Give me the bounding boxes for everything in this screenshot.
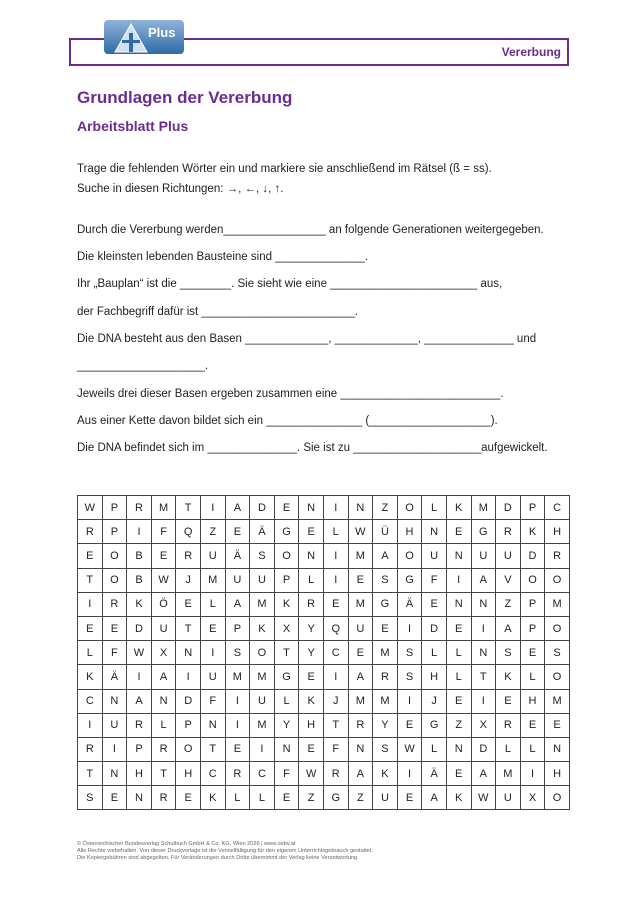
grid-cell[interactable]: Y bbox=[373, 713, 398, 737]
grid-cell[interactable]: R bbox=[127, 713, 152, 737]
logo-text: Plus bbox=[148, 25, 176, 40]
grid-cell[interactable]: N bbox=[446, 544, 471, 568]
grid-cell[interactable]: N bbox=[151, 689, 176, 713]
grid-cell[interactable]: I bbox=[471, 689, 496, 713]
grid-cell[interactable]: Z bbox=[348, 786, 373, 810]
grid-cell[interactable]: E bbox=[496, 689, 521, 713]
grid-cell[interactable]: J bbox=[422, 689, 447, 713]
grid-cell[interactable]: N bbox=[127, 786, 152, 810]
grid-cell[interactable]: M bbox=[496, 762, 521, 786]
grid-cell[interactable]: R bbox=[323, 762, 348, 786]
cloze-sentence: Die DNA besteht aus den Basen _____________, _____________, ______________ und bbox=[77, 333, 537, 345]
grid-cell[interactable]: R bbox=[348, 713, 373, 737]
grid-cell[interactable]: L bbox=[250, 786, 275, 810]
grid-cell[interactable]: S bbox=[373, 737, 398, 761]
cloze-sentence: Ihr „Bauplan“ ist die ________. Sie sieht wie eine _______________________ aus, bbox=[77, 278, 503, 290]
grid-cell[interactable]: H bbox=[545, 762, 570, 786]
grid-cell[interactable]: Ä bbox=[102, 665, 127, 689]
grid-cell[interactable]: U bbox=[250, 689, 275, 713]
cloze-sentence: Durch die Vererbung werden________________ an folgende Generationen weitergegeben. bbox=[77, 224, 544, 236]
grid-cell[interactable]: E bbox=[348, 641, 373, 665]
grid-cell[interactable]: O bbox=[102, 568, 127, 592]
cloze-sentence: der Fachbegriff dafür ist ________________________. bbox=[77, 306, 359, 318]
grid-cell[interactable]: L bbox=[323, 520, 348, 544]
grid-cell[interactable]: I bbox=[127, 520, 152, 544]
grid-cell[interactable]: I bbox=[471, 616, 496, 640]
grid-cell[interactable]: O bbox=[274, 544, 299, 568]
grid-cell[interactable]: H bbox=[545, 520, 570, 544]
grid-cell[interactable]: G bbox=[274, 665, 299, 689]
grid-cell[interactable]: H bbox=[520, 689, 545, 713]
grid-cell[interactable]: D bbox=[127, 616, 152, 640]
grid-cell[interactable]: K bbox=[446, 786, 471, 810]
grid-cell[interactable]: X bbox=[151, 641, 176, 665]
grid-cell[interactable]: Ü bbox=[373, 520, 398, 544]
grid-cell[interactable]: W bbox=[299, 762, 324, 786]
grid-cell[interactable]: X bbox=[471, 713, 496, 737]
grid-cell[interactable]: A bbox=[151, 665, 176, 689]
grid-cell[interactable]: M bbox=[151, 496, 176, 520]
grid-row bbox=[78, 665, 570, 689]
grid-cell[interactable]: T bbox=[176, 496, 201, 520]
grid-cell[interactable]: N bbox=[348, 496, 373, 520]
grid-cell[interactable]: O bbox=[176, 737, 201, 761]
grid-cell[interactable]: N bbox=[102, 762, 127, 786]
grid-cell[interactable]: W bbox=[348, 520, 373, 544]
grid-cell[interactable]: P bbox=[102, 520, 127, 544]
grid-cell[interactable]: E bbox=[176, 592, 201, 616]
grid-cell[interactable]: I bbox=[78, 713, 103, 737]
grid-cell[interactable]: O bbox=[545, 568, 570, 592]
grid-cell[interactable]: I bbox=[176, 665, 201, 689]
grid-cell[interactable]: R bbox=[496, 713, 521, 737]
grid-cell[interactable]: N bbox=[422, 520, 447, 544]
grid-cell[interactable]: N bbox=[176, 641, 201, 665]
grid-cell[interactable]: I bbox=[323, 496, 348, 520]
grid-cell[interactable]: T bbox=[151, 762, 176, 786]
footer-disclaimer: Die Kopiergebühren sind abgegolten. Für Veränderungen durch Dritte übernimmt der Verlag keine Verantwortung. bbox=[77, 855, 359, 861]
grid-cell[interactable]: A bbox=[127, 689, 152, 713]
grid-cell[interactable]: I bbox=[225, 689, 250, 713]
grid-cell[interactable]: T bbox=[176, 616, 201, 640]
grid-cell[interactable]: Z bbox=[496, 592, 521, 616]
grid-cell[interactable]: E bbox=[446, 762, 471, 786]
grid-cell[interactable]: I bbox=[78, 592, 103, 616]
grid-cell[interactable]: G bbox=[471, 520, 496, 544]
grid-cell[interactable]: R bbox=[151, 786, 176, 810]
grid-cell[interactable]: D bbox=[422, 616, 447, 640]
grid-cell[interactable]: U bbox=[373, 786, 398, 810]
grid-cell[interactable]: W bbox=[151, 568, 176, 592]
grid-cell[interactable]: S bbox=[397, 665, 422, 689]
grid-cell[interactable]: F bbox=[200, 689, 225, 713]
cloze-sentence: Die DNA befindet sich im ______________. Sie ist zu ____________________aufgewickelt. bbox=[77, 442, 548, 454]
page-title: Grundlagen der Vererbung bbox=[77, 88, 293, 107]
grid-cell[interactable]: L bbox=[446, 665, 471, 689]
grid-cell[interactable]: T bbox=[78, 568, 103, 592]
cloze-sentence: Die kleinsten lebenden Bausteine sind ______________. bbox=[77, 251, 368, 263]
grid-cell[interactable]: E bbox=[102, 786, 127, 810]
grid-cell[interactable]: R bbox=[151, 737, 176, 761]
grid-cell[interactable]: N bbox=[545, 737, 570, 761]
grid-cell[interactable]: V bbox=[496, 568, 521, 592]
grid-cell[interactable]: I bbox=[102, 737, 127, 761]
grid-cell[interactable]: G bbox=[422, 713, 447, 737]
grid-cell[interactable]: D bbox=[496, 496, 521, 520]
grid-cell[interactable]: E bbox=[78, 544, 103, 568]
grid-cell[interactable]: I bbox=[323, 665, 348, 689]
grid-cell[interactable]: K bbox=[299, 689, 324, 713]
grid-cell[interactable]: X bbox=[274, 616, 299, 640]
grid-cell[interactable]: W bbox=[397, 737, 422, 761]
grid-cell[interactable]: N bbox=[102, 689, 127, 713]
grid-cell[interactable]: L bbox=[299, 568, 324, 592]
grid-cell[interactable]: E bbox=[299, 737, 324, 761]
grid-cell[interactable]: L bbox=[422, 737, 447, 761]
grid-cell[interactable]: M bbox=[250, 713, 275, 737]
grid-cell[interactable]: Z bbox=[299, 786, 324, 810]
grid-cell[interactable]: U bbox=[151, 616, 176, 640]
grid-cell[interactable]: E bbox=[225, 520, 250, 544]
grid-row bbox=[78, 737, 570, 761]
grid-cell[interactable]: R bbox=[78, 737, 103, 761]
grid-cell[interactable]: Y bbox=[299, 641, 324, 665]
grid-cell[interactable]: Ä bbox=[250, 520, 275, 544]
grid-cell[interactable]: H bbox=[397, 520, 422, 544]
grid-cell[interactable]: H bbox=[299, 713, 324, 737]
grid-cell[interactable]: P bbox=[176, 713, 201, 737]
grid-cell[interactable]: H bbox=[176, 762, 201, 786]
grid-cell[interactable]: N bbox=[274, 737, 299, 761]
grid-cell[interactable]: I bbox=[127, 665, 152, 689]
grid-cell[interactable]: O bbox=[250, 641, 275, 665]
grid-row bbox=[78, 641, 570, 665]
grid-cell[interactable]: A bbox=[225, 592, 250, 616]
grid-cell[interactable]: E bbox=[373, 616, 398, 640]
grid-row bbox=[78, 786, 570, 810]
grid-cell[interactable]: I bbox=[200, 641, 225, 665]
grid-cell[interactable]: E bbox=[274, 786, 299, 810]
grid-cell[interactable]: F bbox=[422, 568, 447, 592]
grid-cell[interactable]: A bbox=[471, 762, 496, 786]
grid-cell[interactable]: C bbox=[200, 762, 225, 786]
grid-cell[interactable]: O bbox=[545, 786, 570, 810]
grid-cell[interactable]: Q bbox=[323, 616, 348, 640]
grid-cell[interactable]: U bbox=[471, 544, 496, 568]
grid-cell[interactable]: L bbox=[446, 641, 471, 665]
grid-cell[interactable]: E bbox=[520, 713, 545, 737]
grid-cell[interactable]: J bbox=[176, 568, 201, 592]
grid-cell[interactable]: P bbox=[225, 616, 250, 640]
grid-cell[interactable]: O bbox=[397, 544, 422, 568]
triangle-logo-icon bbox=[114, 23, 148, 53]
grid-cell[interactable]: G bbox=[274, 520, 299, 544]
grid-cell[interactable]: O bbox=[520, 568, 545, 592]
grid-cell[interactable]: L bbox=[78, 641, 103, 665]
grid-cell[interactable]: K bbox=[274, 592, 299, 616]
grid-row bbox=[78, 568, 570, 592]
grid-cell[interactable]: N bbox=[200, 713, 225, 737]
grid-cell[interactable]: Ä bbox=[397, 592, 422, 616]
grid-cell[interactable]: L bbox=[496, 737, 521, 761]
grid-cell[interactable]: K bbox=[520, 520, 545, 544]
grid-cell[interactable]: K bbox=[250, 616, 275, 640]
grid-cell[interactable]: L bbox=[151, 713, 176, 737]
grid-cell[interactable]: H bbox=[127, 762, 152, 786]
grid-cell[interactable]: I bbox=[323, 568, 348, 592]
grid-cell[interactable]: R bbox=[299, 592, 324, 616]
grid-cell[interactable]: E bbox=[323, 592, 348, 616]
instruction-line: Suche in diesen Richtungen: →, ←, ↓, ↑. bbox=[77, 183, 284, 195]
grid-cell[interactable]: M bbox=[225, 665, 250, 689]
grid-cell[interactable]: M bbox=[250, 592, 275, 616]
grid-cell[interactable]: I bbox=[397, 616, 422, 640]
grid-cell[interactable]: T bbox=[471, 665, 496, 689]
grid-cell[interactable]: W bbox=[127, 641, 152, 665]
grid-cell[interactable]: R bbox=[225, 762, 250, 786]
grid-cell[interactable]: S bbox=[250, 544, 275, 568]
grid-cell[interactable]: C bbox=[78, 689, 103, 713]
grid-cell[interactable]: A bbox=[422, 786, 447, 810]
grid-cell[interactable]: E bbox=[225, 737, 250, 761]
grid-cell[interactable]: A bbox=[373, 544, 398, 568]
grid-cell[interactable]: K bbox=[373, 762, 398, 786]
grid-cell[interactable]: E bbox=[176, 786, 201, 810]
grid-cell[interactable]: M bbox=[545, 689, 570, 713]
grid-cell[interactable]: E bbox=[200, 616, 225, 640]
grid-cell[interactable]: S bbox=[496, 641, 521, 665]
grid-cell[interactable]: O bbox=[545, 616, 570, 640]
grid-cell[interactable]: U bbox=[225, 568, 250, 592]
grid-cell[interactable]: E bbox=[299, 665, 324, 689]
grid-cell[interactable]: W bbox=[471, 786, 496, 810]
grid-row bbox=[78, 520, 570, 544]
footer-copyright: © Österreichischer Bundesverlag Schulbuch GmbH & Co. KG, Wien 2026 | www.oebv.at bbox=[77, 841, 296, 847]
grid-cell[interactable]: T bbox=[78, 762, 103, 786]
grid-cell[interactable]: N bbox=[446, 737, 471, 761]
grid-cell[interactable]: O bbox=[102, 544, 127, 568]
grid-row bbox=[78, 592, 570, 616]
grid-cell[interactable]: N bbox=[471, 592, 496, 616]
grid-cell[interactable]: E bbox=[397, 786, 422, 810]
grid-cell[interactable]: Z bbox=[373, 496, 398, 520]
grid-cell[interactable]: A bbox=[496, 616, 521, 640]
grid-cell[interactable]: P bbox=[520, 616, 545, 640]
grid-cell[interactable]: S bbox=[397, 641, 422, 665]
grid-cell[interactable]: M bbox=[200, 568, 225, 592]
grid-cell[interactable]: L bbox=[520, 665, 545, 689]
grid-cell[interactable]: M bbox=[348, 689, 373, 713]
grid-cell[interactable]: A bbox=[471, 568, 496, 592]
grid-cell[interactable]: U bbox=[200, 544, 225, 568]
grid-cell[interactable]: E bbox=[545, 713, 570, 737]
grid-cell[interactable]: B bbox=[127, 544, 152, 568]
grid-row bbox=[78, 496, 570, 520]
grid-row bbox=[78, 689, 570, 713]
cloze-sentence: Jeweils drei dieser Basen ergeben zusammen eine _________________________. bbox=[77, 388, 504, 400]
grid-cell[interactable]: I bbox=[446, 568, 471, 592]
grid-cell[interactable]: U bbox=[496, 544, 521, 568]
grid-cell[interactable]: E bbox=[102, 616, 127, 640]
grid-cell[interactable]: Z bbox=[446, 713, 471, 737]
grid-cell[interactable]: E bbox=[274, 496, 299, 520]
grid-cell[interactable]: T bbox=[323, 713, 348, 737]
grid-cell[interactable]: Q bbox=[176, 520, 201, 544]
grid-cell[interactable]: Ö bbox=[151, 592, 176, 616]
grid-cell[interactable]: M bbox=[348, 544, 373, 568]
cloze-sentence: Aus einer Kette davon bildet sich ein _______________ (___________________). bbox=[77, 415, 498, 427]
grid-cell[interactable]: T bbox=[274, 641, 299, 665]
grid-cell[interactable]: R bbox=[102, 592, 127, 616]
grid-cell[interactable]: G bbox=[397, 568, 422, 592]
grid-cell[interactable]: U bbox=[250, 568, 275, 592]
grid-cell[interactable]: R bbox=[373, 665, 398, 689]
grid-cell[interactable]: N bbox=[348, 737, 373, 761]
grid-cell[interactable]: Y bbox=[299, 616, 324, 640]
grid-cell[interactable]: Z bbox=[200, 520, 225, 544]
grid-cell[interactable]: H bbox=[422, 665, 447, 689]
grid-cell[interactable]: L bbox=[422, 496, 447, 520]
grid-cell[interactable]: M bbox=[471, 496, 496, 520]
grid-cell[interactable]: K bbox=[127, 592, 152, 616]
grid-cell[interactable]: I bbox=[250, 737, 275, 761]
grid-cell[interactable]: A bbox=[225, 496, 250, 520]
grid-cell[interactable]: E bbox=[348, 568, 373, 592]
header-topic: Vererbung bbox=[501, 45, 561, 59]
grid-cell[interactable]: C bbox=[323, 641, 348, 665]
grid-cell[interactable]: L bbox=[422, 641, 447, 665]
grid-cell[interactable]: O bbox=[397, 496, 422, 520]
grid-cell[interactable]: M bbox=[373, 689, 398, 713]
grid-cell[interactable]: C bbox=[250, 762, 275, 786]
grid-cell[interactable]: I bbox=[323, 544, 348, 568]
grid-cell[interactable]: F bbox=[323, 737, 348, 761]
grid-row bbox=[78, 616, 570, 640]
grid-cell[interactable]: D bbox=[250, 496, 275, 520]
grid-cell[interactable]: M bbox=[373, 641, 398, 665]
grid-row bbox=[78, 713, 570, 737]
grid-cell[interactable]: E bbox=[78, 616, 103, 640]
grid-cell[interactable]: G bbox=[373, 592, 398, 616]
grid-cell[interactable]: E bbox=[299, 520, 324, 544]
grid-cell[interactable]: M bbox=[348, 592, 373, 616]
grid-cell[interactable]: S bbox=[545, 641, 570, 665]
grid-cell[interactable]: X bbox=[520, 786, 545, 810]
page-subtitle: Arbeitsblatt Plus bbox=[77, 118, 189, 134]
instruction-line: Trage die fehlenden Wörter ein und markiere sie anschließend im Rätsel (ß = ss). bbox=[77, 163, 492, 175]
grid-cell[interactable]: K bbox=[496, 665, 521, 689]
grid-cell[interactable]: P bbox=[127, 737, 152, 761]
grid-cell[interactable]: L bbox=[200, 592, 225, 616]
grid-cell[interactable]: F bbox=[274, 762, 299, 786]
grid-cell[interactable]: U bbox=[422, 544, 447, 568]
grid-cell[interactable]: A bbox=[348, 665, 373, 689]
grid-cell[interactable]: R bbox=[176, 544, 201, 568]
grid-cell[interactable]: E bbox=[446, 689, 471, 713]
grid-cell[interactable]: I bbox=[397, 689, 422, 713]
grid-cell[interactable]: L bbox=[225, 786, 250, 810]
publisher-logo bbox=[104, 20, 184, 54]
grid-cell[interactable]: S bbox=[225, 641, 250, 665]
grid-cell[interactable]: O bbox=[545, 665, 570, 689]
grid-cell[interactable]: E bbox=[151, 544, 176, 568]
grid-cell[interactable]: E bbox=[446, 520, 471, 544]
grid-cell[interactable]: M bbox=[545, 592, 570, 616]
grid-cell[interactable]: E bbox=[446, 616, 471, 640]
grid-cell[interactable]: A bbox=[348, 762, 373, 786]
grid-cell[interactable]: D bbox=[176, 689, 201, 713]
grid-cell[interactable]: L bbox=[520, 737, 545, 761]
word-search-grid bbox=[77, 495, 570, 810]
grid-cell[interactable]: W bbox=[78, 496, 103, 520]
grid-cell[interactable]: F bbox=[151, 520, 176, 544]
grid-cell[interactable]: U bbox=[496, 786, 521, 810]
grid-cell[interactable]: F bbox=[102, 641, 127, 665]
grid-cell[interactable]: E bbox=[422, 592, 447, 616]
grid-cell[interactable]: R bbox=[496, 520, 521, 544]
grid-cell[interactable]: P bbox=[520, 592, 545, 616]
grid-cell[interactable]: S bbox=[78, 786, 103, 810]
grid-cell[interactable]: R bbox=[127, 496, 152, 520]
grid-cell[interactable]: E bbox=[520, 641, 545, 665]
grid-cell[interactable]: C bbox=[545, 496, 570, 520]
grid-cell[interactable]: J bbox=[323, 689, 348, 713]
grid-cell[interactable]: I bbox=[225, 713, 250, 737]
grid-cell[interactable]: K bbox=[78, 665, 103, 689]
grid-cell[interactable]: E bbox=[397, 713, 422, 737]
grid-cell[interactable]: I bbox=[520, 762, 545, 786]
grid-cell[interactable]: U bbox=[200, 665, 225, 689]
grid-cell[interactable]: N bbox=[446, 592, 471, 616]
grid-cell[interactable]: Ä bbox=[225, 544, 250, 568]
grid-cell[interactable]: D bbox=[471, 737, 496, 761]
grid-cell[interactable]: N bbox=[299, 544, 324, 568]
grid-cell[interactable]: S bbox=[373, 568, 398, 592]
grid-cell[interactable]: R bbox=[545, 544, 570, 568]
grid-cell[interactable]: L bbox=[274, 689, 299, 713]
grid-cell[interactable]: T bbox=[200, 737, 225, 761]
grid-cell[interactable]: Ä bbox=[422, 762, 447, 786]
grid-row bbox=[78, 762, 570, 786]
grid-cell[interactable]: I bbox=[200, 496, 225, 520]
grid-cell[interactable]: M bbox=[250, 665, 275, 689]
grid-cell[interactable]: K bbox=[446, 496, 471, 520]
grid-cell[interactable]: U bbox=[348, 616, 373, 640]
grid-cell[interactable]: P bbox=[102, 496, 127, 520]
grid-cell[interactable]: P bbox=[274, 568, 299, 592]
grid-cell[interactable]: D bbox=[520, 544, 545, 568]
grid-cell[interactable]: P bbox=[520, 496, 545, 520]
grid-cell[interactable]: R bbox=[78, 520, 103, 544]
footer-rights: Alle Rechte vorbehalten. Von dieser Druckvorlage ist die Vervielfältigung für den eigenen Unterrichtsgebrauch gestattet. bbox=[77, 848, 374, 854]
grid-cell[interactable]: G bbox=[323, 786, 348, 810]
grid-cell[interactable]: I bbox=[397, 762, 422, 786]
grid-cell[interactable]: K bbox=[200, 786, 225, 810]
grid-cell[interactable]: B bbox=[127, 568, 152, 592]
grid-row bbox=[78, 544, 570, 568]
cloze-sentence: ____________________. bbox=[77, 360, 209, 372]
grid-cell[interactable]: Y bbox=[274, 713, 299, 737]
grid-cell[interactable]: N bbox=[299, 496, 324, 520]
grid-cell[interactable]: U bbox=[102, 713, 127, 737]
grid-cell[interactable]: N bbox=[471, 641, 496, 665]
